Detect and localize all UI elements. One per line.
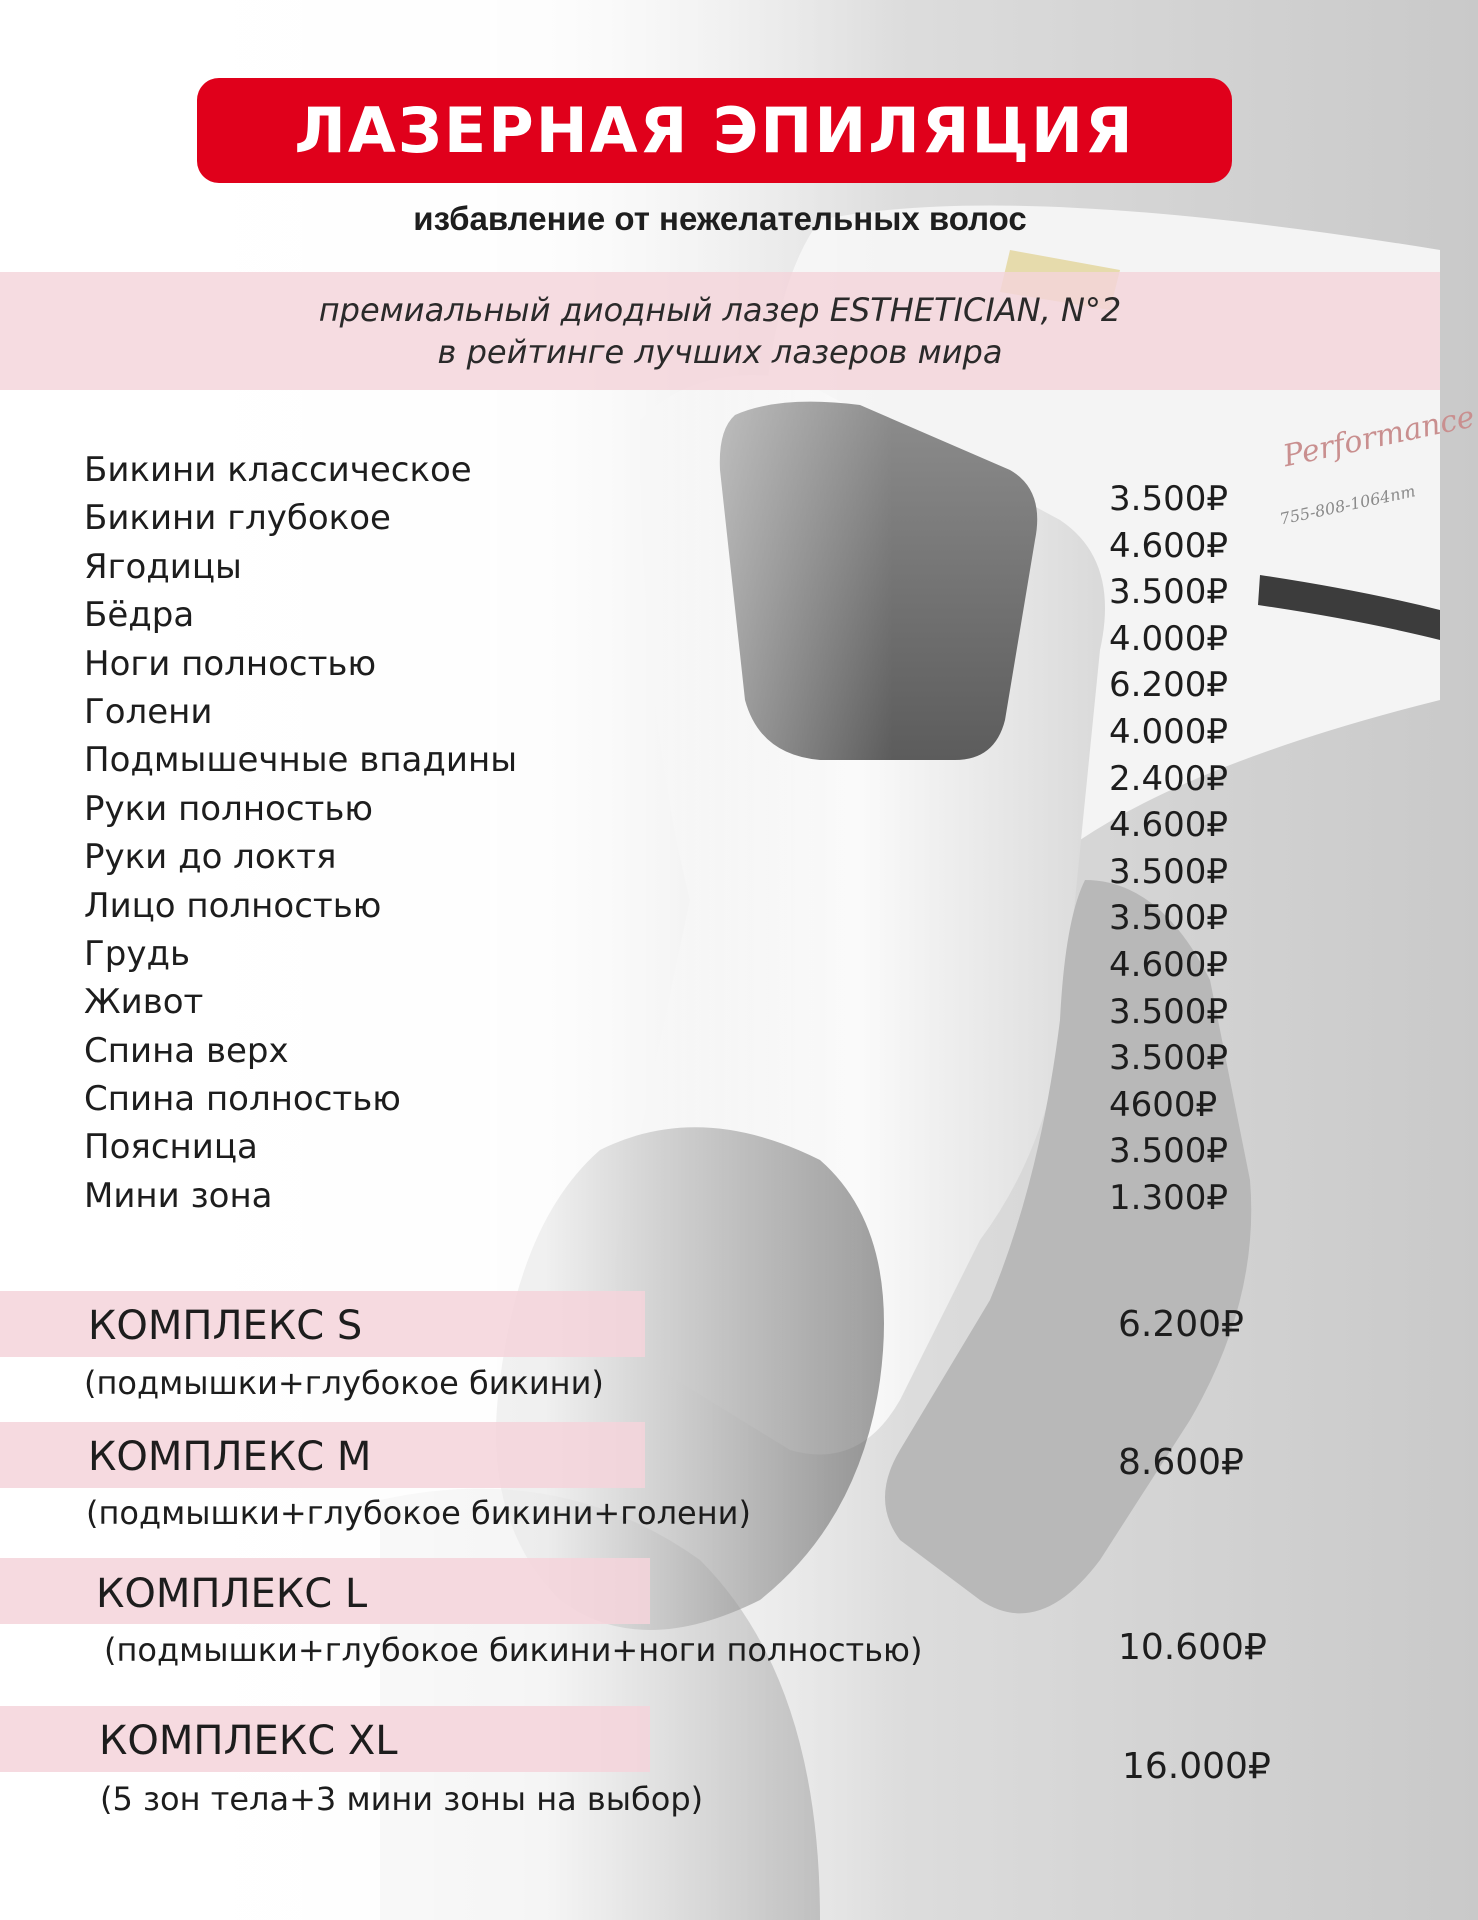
zone-price: 3.500₽	[1109, 1038, 1228, 1079]
zone-price: 4600₽	[1109, 1084, 1218, 1125]
zone-price: 4.000₽	[1109, 711, 1228, 752]
zone-name: Ноги полностью	[84, 643, 377, 684]
zone-name: Поясница	[84, 1127, 258, 1168]
zone-price: 3.500₽	[1109, 898, 1228, 939]
promo-band	[0, 272, 1440, 390]
page-subtitle: избавление от нежелательных волос	[413, 200, 1027, 237]
zone-price: 4.000₽	[1109, 618, 1228, 659]
zone-name: Мини зона	[84, 1175, 273, 1216]
package-description: (подмышки+глубокое бикини+голени)	[86, 1494, 751, 1532]
zone-price: 3.500₽	[1109, 1131, 1228, 1172]
zone-name: Бикини глубокое	[84, 498, 391, 539]
zone-name: Бёдра	[84, 595, 195, 636]
package-price: 8.600₽	[1118, 1442, 1244, 1483]
promo-line-2: в рейтинге лучших лазеров мира	[437, 333, 1003, 371]
package-description: (подмышки+глубокое бикини+ноги полностью)	[104, 1631, 923, 1669]
zone-name: Грудь	[84, 933, 190, 974]
package-price: 10.600₽	[1118, 1627, 1267, 1668]
zone-price: 3.500₽	[1109, 991, 1228, 1032]
zone-name: Ягодицы	[84, 546, 242, 587]
zone-name: Живот	[84, 982, 204, 1023]
zone-name: Руки полностью	[84, 788, 374, 829]
zone-name: Подмышечные впадины	[84, 740, 518, 781]
promo-line-1: премиальный диодный лазер ESTHETICIAN, N°2	[318, 291, 1122, 329]
zone-name: Спина верх	[84, 1030, 289, 1071]
zone-price: 4.600₽	[1109, 525, 1228, 566]
zone-name: Руки до локтя	[84, 837, 337, 878]
device-serial: 755-808-1064nm	[1278, 481, 1418, 529]
package-price: 6.200₽	[1118, 1304, 1244, 1345]
zone-price-column	[1109, 476, 1228, 1222]
package-description: (подмышки+глубокое бикини)	[84, 1364, 604, 1402]
device-brand-label	[1280, 400, 1478, 475]
package-price: 16.000₽	[1122, 1746, 1271, 1787]
device-brand: Performance	[1280, 399, 1478, 475]
zone-price: 2.400₽	[1109, 758, 1228, 799]
package-description: (5 зон тела+3 мини зоны на выбор)	[100, 1780, 704, 1818]
package-name: КОМПЛЕКС L	[96, 1571, 368, 1617]
zone-price: 3.500₽	[1109, 851, 1228, 892]
package-name: КОМПЛЕКС S	[88, 1303, 363, 1349]
zone-name: Бикини классическое	[84, 450, 472, 490]
title-banner	[197, 78, 1232, 183]
zone-price: 3.500₽	[1109, 572, 1228, 613]
package-name: КОМПЛЕКС XL	[99, 1718, 398, 1764]
device-serial-label	[1278, 481, 1417, 528]
zone-price: 4.600₽	[1109, 944, 1228, 985]
zone-price: 3.500₽	[1109, 479, 1228, 519]
zone-name-column	[84, 446, 517, 1220]
package-name: КОМПЛЕКС M	[88, 1434, 372, 1480]
zone-price: 1.300₽	[1109, 1177, 1228, 1218]
zone-price: 4.600₽	[1109, 805, 1228, 846]
zone-name: Лицо полностью	[84, 885, 382, 926]
page-title: ЛАЗЕРНАЯ ЭПИЛЯЦИЯ	[294, 93, 1135, 167]
zone-name: Спина полностью	[84, 1079, 401, 1120]
zone-name: Голени	[84, 691, 213, 732]
zone-price: 6.200₽	[1109, 665, 1228, 706]
